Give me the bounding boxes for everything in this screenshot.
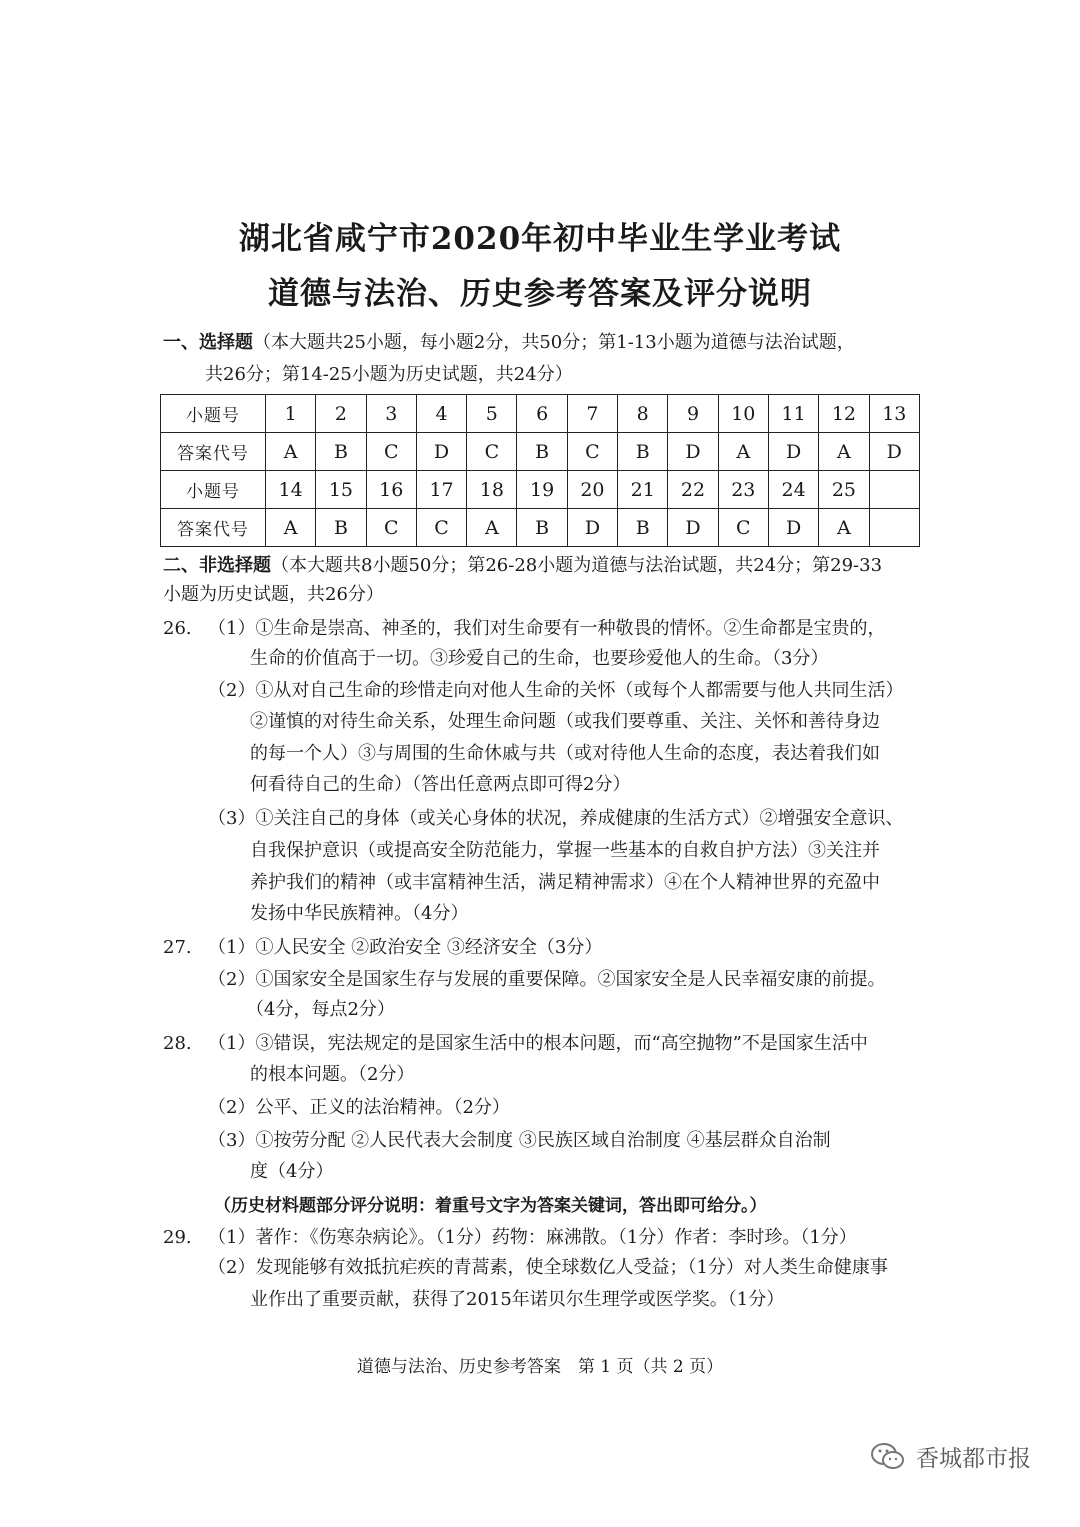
answer-table bbox=[160, 394, 920, 547]
table-cell: C bbox=[416, 509, 466, 547]
table-header-q: 小题号 bbox=[161, 395, 266, 433]
q27-p2-l1: （2）①国家安全是国家生存与发展的重要保障。②国家安全是人民幸福安康的前提。 bbox=[208, 969, 886, 990]
q29-p2-l2: 业作出了重要贡献，获得了2015年诺贝尔生理学或医学奖。（1分） bbox=[250, 1289, 785, 1310]
title-line-1: 湖北省咸宁市2020年初中毕业生学业考试 bbox=[238, 221, 842, 257]
q26-p3-l4: 发扬中华民族精神。（4分） bbox=[250, 903, 469, 924]
table-cell: 23 bbox=[718, 471, 768, 509]
watermark bbox=[870, 1440, 1031, 1473]
table-cell: C bbox=[467, 433, 517, 471]
table-cell: 19 bbox=[517, 471, 567, 509]
table-cell: B bbox=[517, 433, 567, 471]
q28-p1-l2: 的根本问题。（2分） bbox=[250, 1064, 415, 1085]
table-cell: 24 bbox=[768, 471, 818, 509]
title-line-2: 道德与法治、历史参考答案及评分说明 bbox=[268, 276, 812, 312]
section2-desc-2: 小题为历史试题，共26分） bbox=[163, 584, 384, 605]
table-cell: 2 bbox=[316, 395, 366, 433]
table-cell: 3 bbox=[366, 395, 416, 433]
watermark-text: 香城都市报 bbox=[916, 1446, 1031, 1472]
table-cell bbox=[869, 471, 919, 509]
table-cell: D bbox=[768, 433, 818, 471]
table-cell: B bbox=[316, 509, 366, 547]
table-cell: B bbox=[618, 509, 668, 547]
table-cell: C bbox=[366, 433, 416, 471]
table-cell: 17 bbox=[416, 471, 466, 509]
q28-p1-l1: （1）③错误，宪法规定的是国家生活中的根本问题，而“高空抛物”不是国家生活中 bbox=[208, 1033, 868, 1054]
q26-p2-l2: ②谨慎的对待生命关系，处理生命问题（或我们要尊重、关注、关怀和善待身边 bbox=[250, 711, 880, 732]
table-cell: D bbox=[416, 433, 466, 471]
table-cell: 18 bbox=[467, 471, 517, 509]
table-cell: A bbox=[266, 433, 316, 471]
section2-label: 二、非选择题 bbox=[163, 555, 271, 576]
q28-p2-l1: （2）公平、正义的法治精神。（2分） bbox=[208, 1097, 510, 1118]
q26-p1-l1: （1）①生命是崇高、神圣的，我们对生命要有一种敬畏的情怀。②生命都是宝贵的， bbox=[208, 618, 886, 639]
wechat-icon bbox=[870, 1442, 906, 1472]
section2-line1 bbox=[163, 553, 882, 579]
table-cell: 9 bbox=[668, 395, 718, 433]
table-row-a1 bbox=[161, 433, 920, 471]
q29-p1-l1: （1）著作：《伤寒杂病论》。（1分）药物：麻沸散。（1分）作者：李时珍。（1分） bbox=[208, 1227, 857, 1248]
table-cell: D bbox=[668, 509, 718, 547]
table-cell: 4 bbox=[416, 395, 466, 433]
table-cell: 15 bbox=[316, 471, 366, 509]
table-header-a: 答案代号 bbox=[161, 509, 266, 547]
table-cell: D bbox=[869, 433, 919, 471]
table-cell: 21 bbox=[618, 471, 668, 509]
section1-desc-2: 共26分；第14-25小题为历史试题，共24分） bbox=[205, 364, 573, 385]
table-cell: A bbox=[819, 509, 869, 547]
q26-p3-l1: （3）①关注自己的身体（或关心身体的状况，养成健康的生活方式）②增强安全意识、 bbox=[208, 808, 904, 829]
table-cell: B bbox=[316, 433, 366, 471]
page-footer: 道德与法治、历史参考答案 第 1 页（共 2 页） bbox=[356, 1357, 724, 1377]
table-header-q: 小题号 bbox=[161, 471, 266, 509]
section1-desc-1: （本大题共25小题，每小题2分，共50分；第1-13小题为道德与法治试题， bbox=[253, 332, 855, 353]
table-cell: B bbox=[618, 433, 668, 471]
table-cell: 10 bbox=[718, 395, 768, 433]
table-cell: 7 bbox=[567, 395, 617, 433]
q26-p2-l3: 的每一个人）③与周围的生命休戚与共（或对待他人生命的态度，表达着我们如 bbox=[250, 743, 880, 764]
table-cell: C bbox=[718, 509, 768, 547]
table-cell: A bbox=[467, 509, 517, 547]
table-cell: A bbox=[266, 509, 316, 547]
section1-line1 bbox=[163, 330, 855, 356]
table-cell: 13 bbox=[869, 395, 919, 433]
table-row-q1 bbox=[161, 395, 920, 433]
table-cell: A bbox=[718, 433, 768, 471]
table-cell: 22 bbox=[668, 471, 718, 509]
q26-p2-l1: （2）①从对自己生命的珍惜走向对他人生命的关怀（或每个人都需要与他人共同生活） bbox=[208, 680, 904, 701]
q28-number: 28. bbox=[163, 1033, 192, 1054]
table-cell: 20 bbox=[567, 471, 617, 509]
table-cell: 6 bbox=[517, 395, 567, 433]
table-cell: A bbox=[819, 433, 869, 471]
q28-p3-l1: （3）①按劳分配 ②人民代表大会制度 ③民族区域自治制度 ④基层群众自治制 bbox=[208, 1130, 831, 1151]
q27-p1-l1: （1）①人民安全 ②政治安全 ③经济安全（3分） bbox=[208, 937, 603, 958]
table-cell: B bbox=[517, 509, 567, 547]
table-cell: 11 bbox=[768, 395, 818, 433]
table-cell: 1 bbox=[266, 395, 316, 433]
section2-desc-1: （本大题共8小题50分；第26-28小题为道德与法治试题，共24分；第29-33 bbox=[271, 555, 883, 576]
table-cell: D bbox=[668, 433, 718, 471]
table-cell: C bbox=[567, 433, 617, 471]
q26-p3-l2: 自我保护意识（或提高安全防范能力，掌握一些基本的自救自护方法）③关注并 bbox=[250, 840, 880, 861]
q29-p2-l1: （2）发现能够有效抵抗疟疾的青蒿素，使全球数亿人受益；（1分）对人类生命健康事 bbox=[208, 1257, 888, 1278]
section1-label: 一、选择题 bbox=[163, 332, 253, 353]
q27-p2-l2: （4分，每点2分） bbox=[246, 999, 395, 1020]
table-cell bbox=[869, 509, 919, 547]
table-cell: 5 bbox=[467, 395, 517, 433]
q27-number: 27. bbox=[163, 937, 192, 958]
table-cell: 14 bbox=[266, 471, 316, 509]
q26-p1-l2: 生命的价值高于一切。③珍爱自己的生命，也要珍爱他人的生命。（3分） bbox=[250, 648, 829, 669]
q26-number: 26. bbox=[163, 618, 192, 639]
q26-p2-l4: 何看待自己的生命）（答出任意两点即可得2分） bbox=[250, 774, 631, 795]
table-cell: D bbox=[768, 509, 818, 547]
table-header-a: 答案代号 bbox=[161, 433, 266, 471]
table-cell: D bbox=[567, 509, 617, 547]
q29-number: 29. bbox=[163, 1227, 192, 1248]
table-cell: C bbox=[366, 509, 416, 547]
q28-p3-l2: 度（4分） bbox=[250, 1161, 334, 1182]
table-row-a2 bbox=[161, 509, 920, 547]
q26-p3-l3: 养护我们的精神（或丰富精神生活，满足精神需求）④在个人精神世界的充盈中 bbox=[250, 872, 880, 893]
table-cell: 12 bbox=[819, 395, 869, 433]
table-row-q2 bbox=[161, 471, 920, 509]
table-cell: 8 bbox=[618, 395, 668, 433]
table-cell: 25 bbox=[819, 471, 869, 509]
history-scoring-note: （历史材料题部分评分说明：着重号文字为答案关键词，答出即可给分。） bbox=[214, 1196, 767, 1216]
table-cell: 16 bbox=[366, 471, 416, 509]
